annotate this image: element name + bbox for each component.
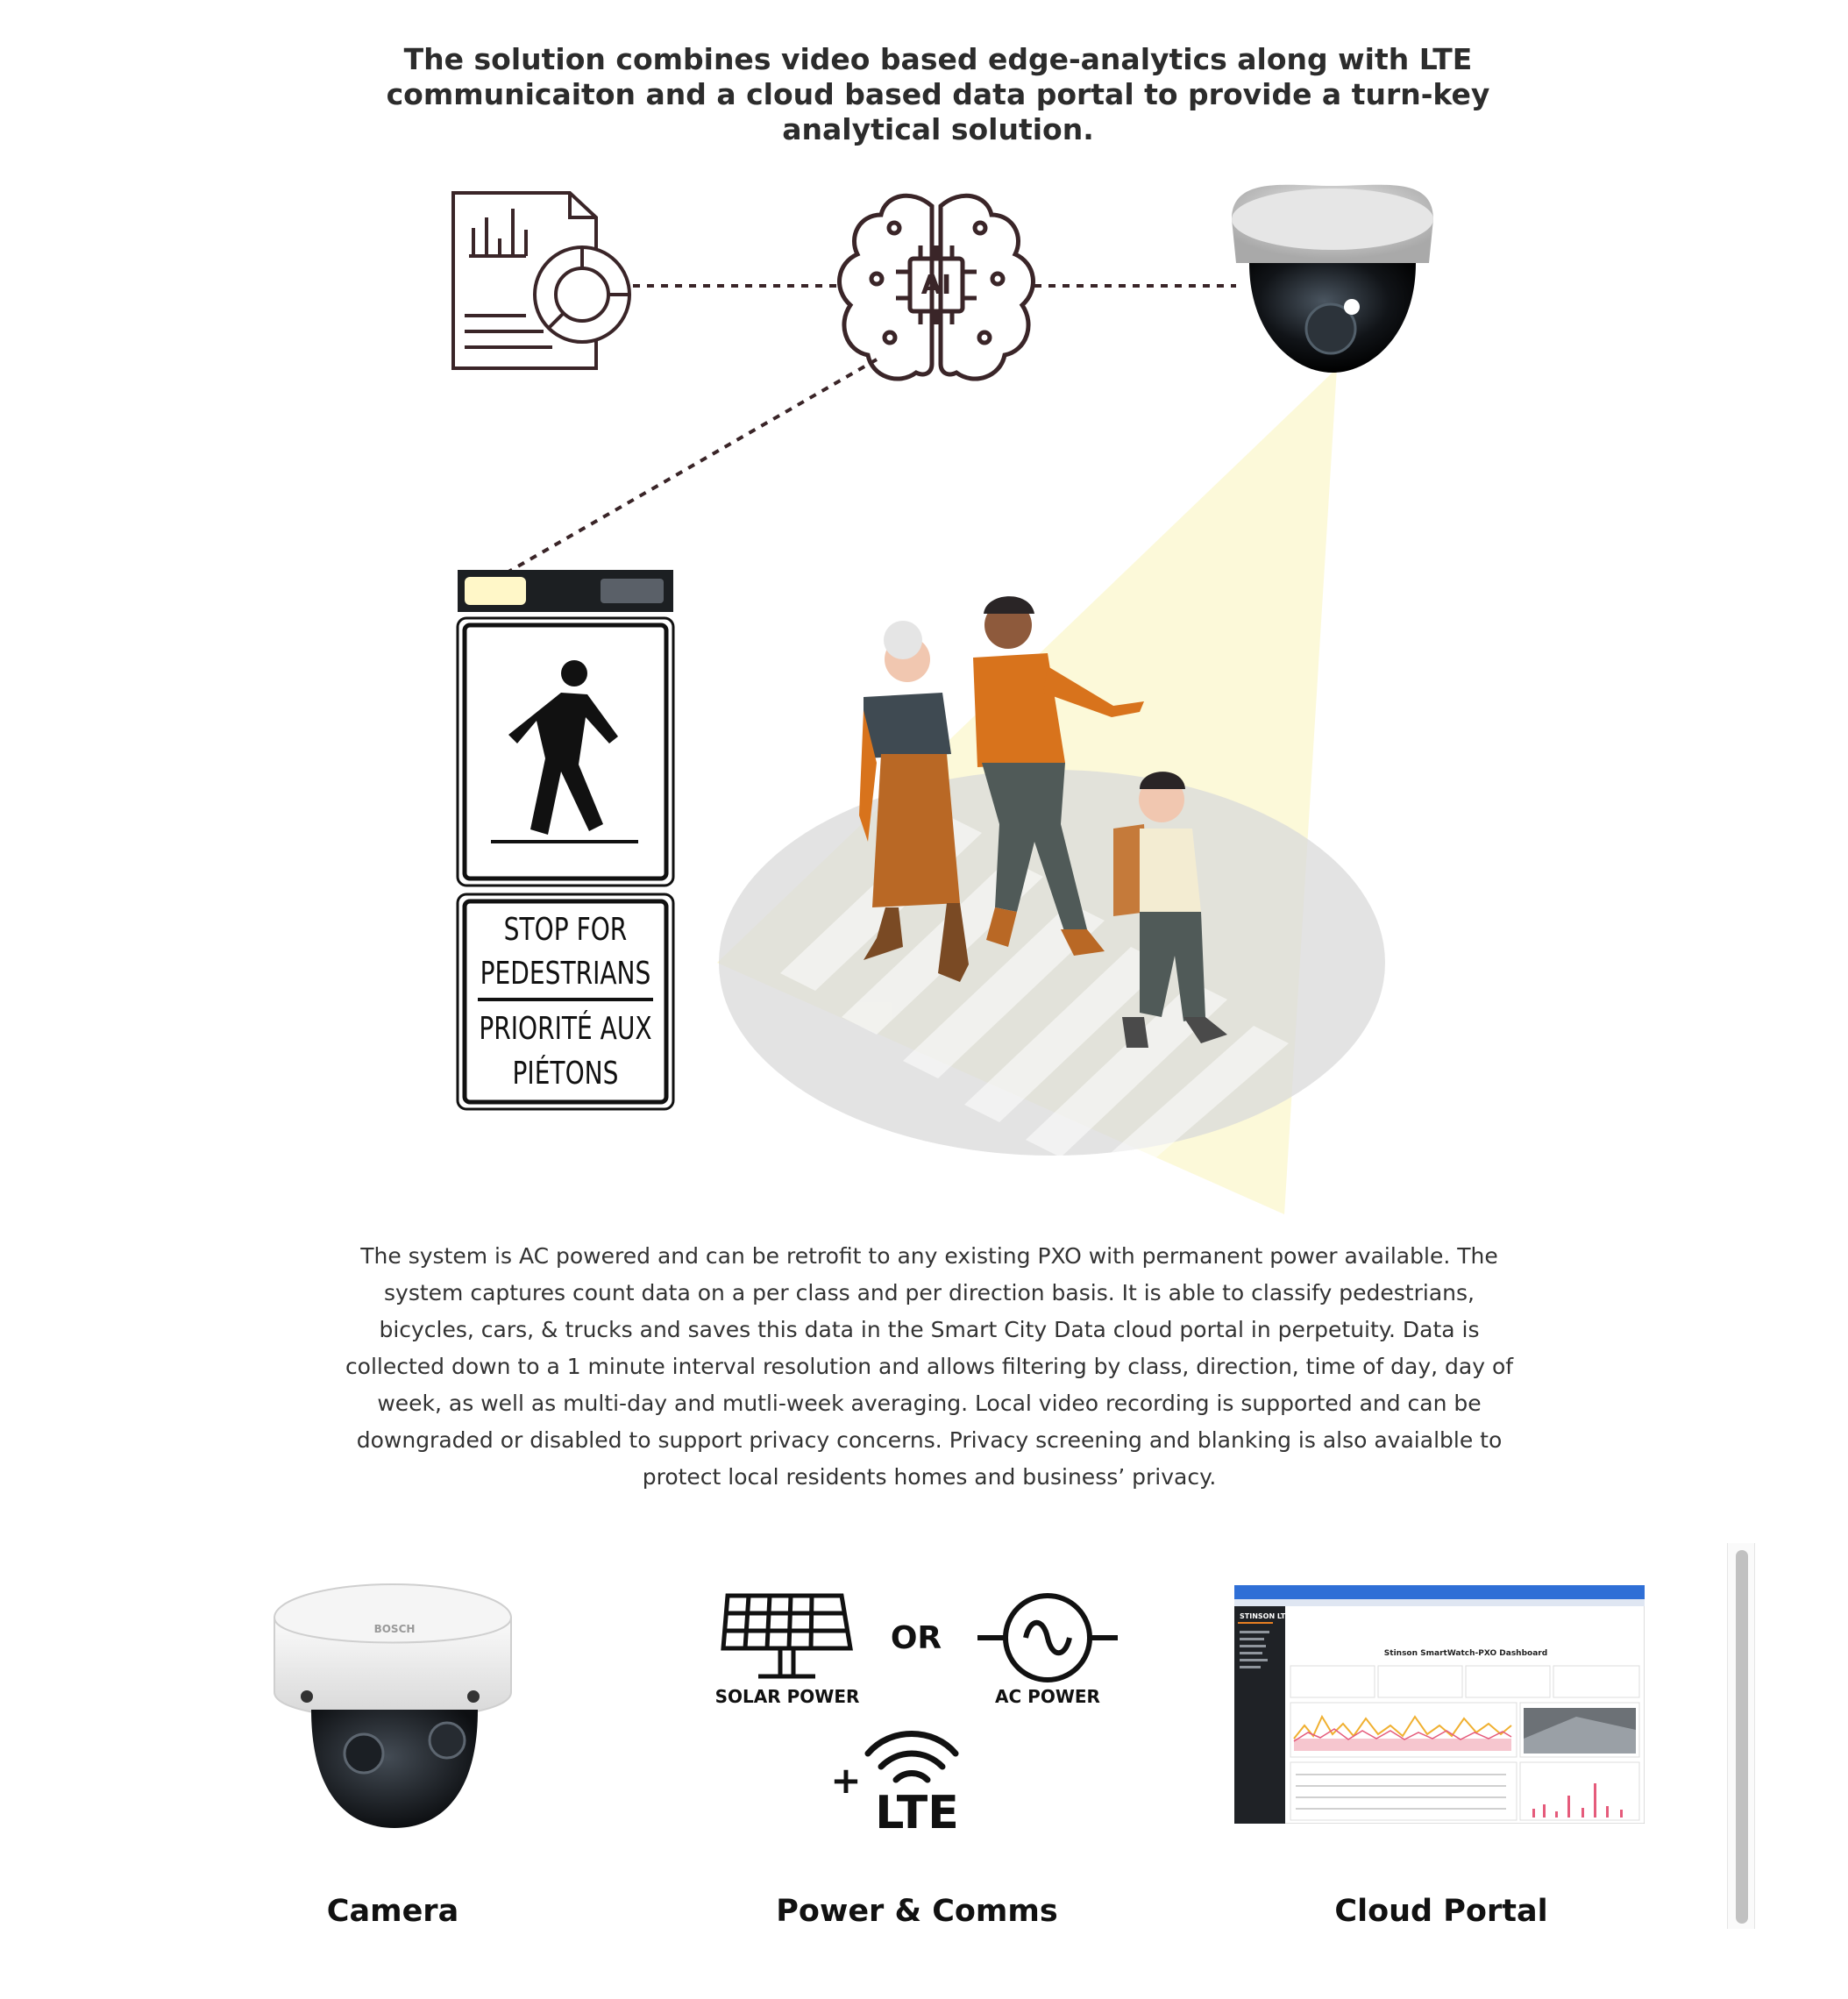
description-paragraph: The system is AC powered and can be retrofit to any existing PXO with permanent power available. The system captures count data on a per class and per direction basis. It is able to classify pedestrians, bicycles, cars, & trucks and saves this data in the Smart City Data cloud portal in perpetuity. Data is collected down to a 1 minute interval resolution and allows filtering by class, direction, time of day, day of week, as well as multi-day and mutli-week averaging. Local video recording is supported and can be downgraded or disabled to support privacy concerns. Privacy screening and blanking is also avaialble to protect local residents homes and business’ privacy.	[345, 1243, 1514, 1490]
power-comms-image	[710, 1578, 1131, 1841]
bosch-camera-image	[263, 1578, 526, 1832]
ai-chip-label: AI	[920, 270, 952, 301]
portal-dashboard-title: Stinson SmartWatch-PXO Dashboard	[1383, 1649, 1548, 1658]
lte-label: LTE	[875, 1787, 959, 1839]
cloud-portal-screenshot	[1234, 1585, 1645, 1824]
camera-brand: BOSCH	[373, 1623, 416, 1635]
solar-power-label: SOLAR POWER	[714, 1686, 860, 1707]
scrollbar-thumb[interactable]	[1736, 1550, 1748, 1924]
solar-panel-icon	[723, 1596, 850, 1676]
sign-line-2: PEDESTRIANS	[480, 954, 651, 992]
or-label: OR	[890, 1620, 942, 1656]
pedestrian-crossing-sign	[458, 618, 673, 886]
wifi-icon	[868, 1734, 956, 1781]
solution-diagram	[0, 158, 1848, 1236]
headline: The solution combines video based edge-analytics along with LTE communicaiton and a cloud based data portal to provide a turn-key analytical solution.	[386, 42, 1490, 146]
sign-line-3: PRIORITÉ AUX	[479, 1009, 652, 1047]
ac-power-icon	[977, 1596, 1118, 1680]
sign-line-4: PIÉTONS	[512, 1054, 619, 1092]
crosswalk-flasher	[458, 570, 673, 612]
power-comms-label: Power & Comms	[776, 1894, 1058, 1929]
portal-logo: STINSON LTE	[1240, 1612, 1290, 1620]
cloud-portal-label: Cloud Portal	[1334, 1894, 1548, 1929]
report-icon	[453, 193, 629, 368]
plus-sign: +	[830, 1759, 862, 1802]
camera-label: Camera	[326, 1894, 459, 1929]
dome-camera-icon	[1232, 185, 1433, 373]
ac-power-label: AC POWER	[995, 1686, 1100, 1707]
sign-line-1: STOP FOR	[503, 910, 628, 948]
